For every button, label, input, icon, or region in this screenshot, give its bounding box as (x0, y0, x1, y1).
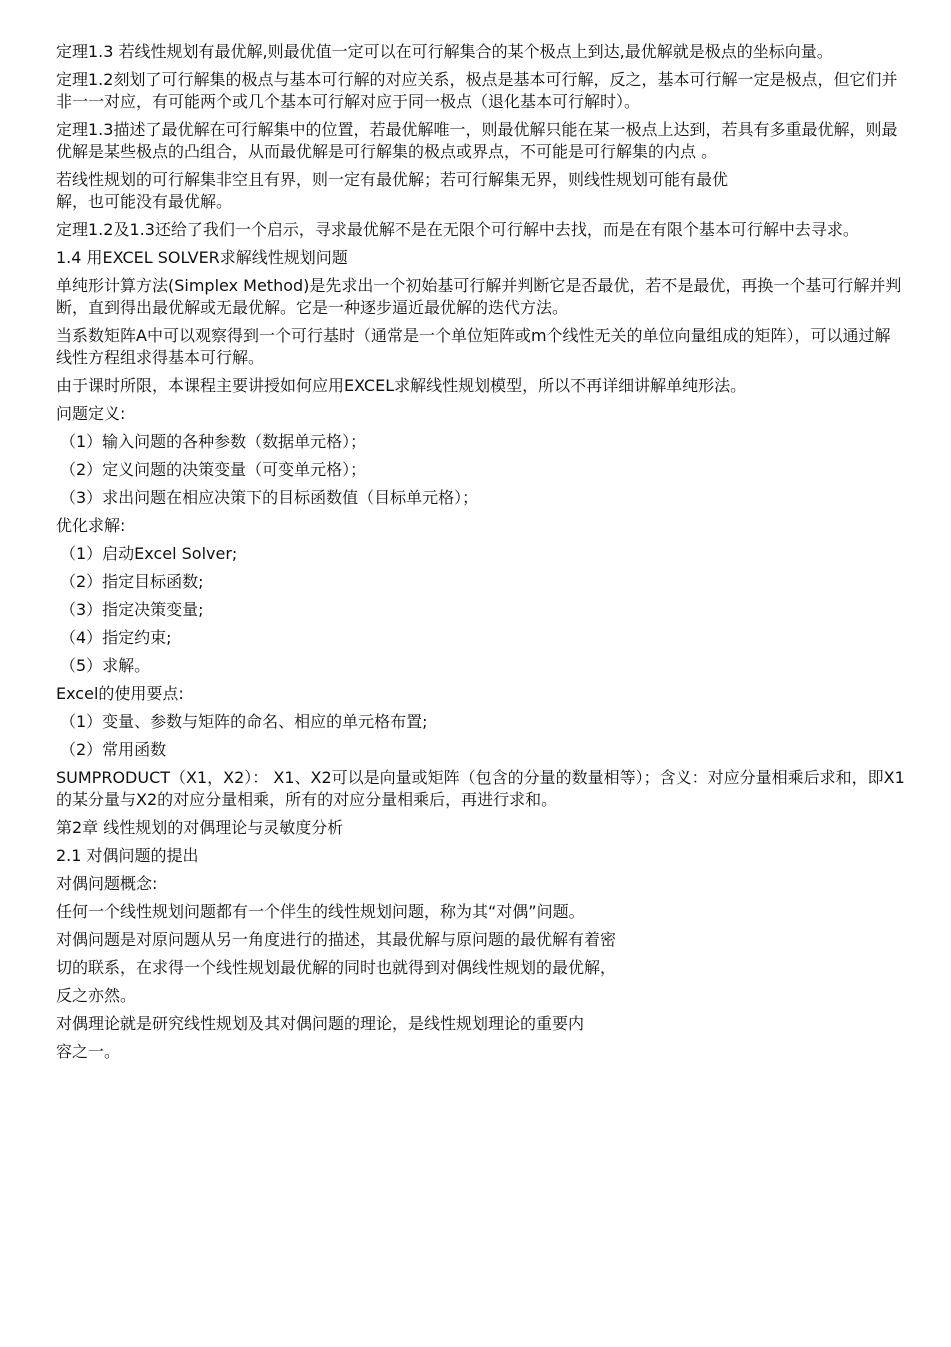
paragraph-line: 容之一。 (56, 1042, 121, 1061)
chapter-heading-2: 第2章 线性规划的对偶理论与灵敏度分析 (56, 818, 344, 837)
paragraph-simplex-method: 单纯形计算方法(Simplex Method)是先求出一个初始基可行解并判断它是否最优，若不是最优，再换一个基可行解并判断，直到得出最优解或无最优解。它是一种逐步逼近最优解的迭代方法。 (56, 276, 902, 317)
excel-usage-heading: Excel的使用要点: (56, 684, 184, 703)
list-item: （2）指定目标函数; (60, 572, 204, 591)
paragraph-line: 对偶问题是对原问题从另一角度进行的描述，其最优解与原问题的最优解有着密 (56, 930, 617, 949)
list-item: （3）指定决策变量; (60, 600, 204, 619)
paragraph-feasible-basis: 当系数矩阵A中可以观察得到一个可行基时（通常是一个单位矩阵或m个线性无关的单位向量组成的矩阵），可以通过解线性方程组求得基本可行解。 (56, 326, 891, 367)
list-item: （5）求解。 (60, 656, 151, 675)
list-item: （1）输入问题的各种参数（数据单元格）； (60, 432, 367, 451)
paragraph-line: 反之亦然。 (56, 986, 137, 1005)
dual-concept-heading: 对偶问题概念: (56, 874, 158, 893)
optimization-heading: 优化求解: (56, 516, 126, 535)
document-body (56, 41, 906, 1069)
list-item: （2）常用函数 (60, 740, 167, 759)
section-heading-2-1: 2.1 对偶问题的提出 (56, 846, 199, 865)
paragraph-theorem-1-3-statement: 定理1.3 若线性规划有最优解,则最优值一定可以在可行解集合的某个极点上到达,最优解就是极点的坐标向量。 (56, 42, 833, 61)
list-item: （3）求出问题在相应决策下的目标函数值（目标单元格）； (60, 488, 479, 507)
paragraph-course-scope: 由于课时所限，本课程主要讲授如何应用EXCEL求解线性规划模型，所以不再详细讲解单纯形法。 (56, 376, 747, 395)
paragraph-bounded-feasible-set: 若线性规划的可行解集非空且有界，则一定有最优解；若可行解集无界，则线性规划可能有最优 解，也可能没有最优解。 (56, 170, 729, 211)
paragraph-line: 切的联系，在求得一个线性规划最优解的同时也就得到对偶线性规划的最优解， (56, 958, 617, 977)
paragraph-line: 任何一个线性规划问题都有一个伴生的线性规划问题，称为其“对偶”问题。 (56, 902, 585, 921)
list-item: （1）变量、参数与矩阵的命名、相应的单元格布置; (60, 712, 428, 731)
paragraph-insight: 定理1.2及1.3还给了我们一个启示，寻求最优解不是在无限个可行解中去找，而是在有限个基本可行解中去寻求。 (56, 220, 859, 239)
paragraph-sumproduct: SUMPRODUCT（X1，X2）： X1、X2可以是向量或矩阵（包含的分量的数量相等）；含义：对应分量相乘后求和，即X1的某分量与X2的对应分量相乘，所有的对应分量相乘后，再进行求和。 (56, 768, 905, 809)
list-item: （2）定义问题的决策变量（可变单元格）； (60, 460, 367, 479)
list-item: （1）启动Excel Solver; (60, 544, 238, 563)
list-item: （4）指定约束; (60, 628, 172, 647)
paragraph-theorem-1-2-explanation: 定理1.2刻划了可行解集的极点与基本可行解的对应关系，极点是基本可行解，反之，基本可行解一定是极点，但它们并非一一对应，有可能两个或几个基本可行解对应于同一极点（退化基本可行解时）。 (56, 70, 898, 111)
problem-definition-heading: 问题定义: (56, 404, 126, 423)
paragraph-line: 对偶理论就是研究线性规划及其对偶问题的理论，是线性规划理论的重要内 (56, 1014, 585, 1033)
paragraph-theorem-1-3-explanation: 定理1.3描述了最优解在可行解集中的位置，若最优解唯一，则最优解只能在某一极点上达到，若具有多重最优解，则最优解是某些极点的凸组合，从而最优解是可行解集的极点或界点，不可能是可行解集的内点 。 (56, 120, 898, 161)
section-heading-1-4: 1.4 用EXCEL SOLVER求解线性规划问题 (56, 248, 348, 267)
